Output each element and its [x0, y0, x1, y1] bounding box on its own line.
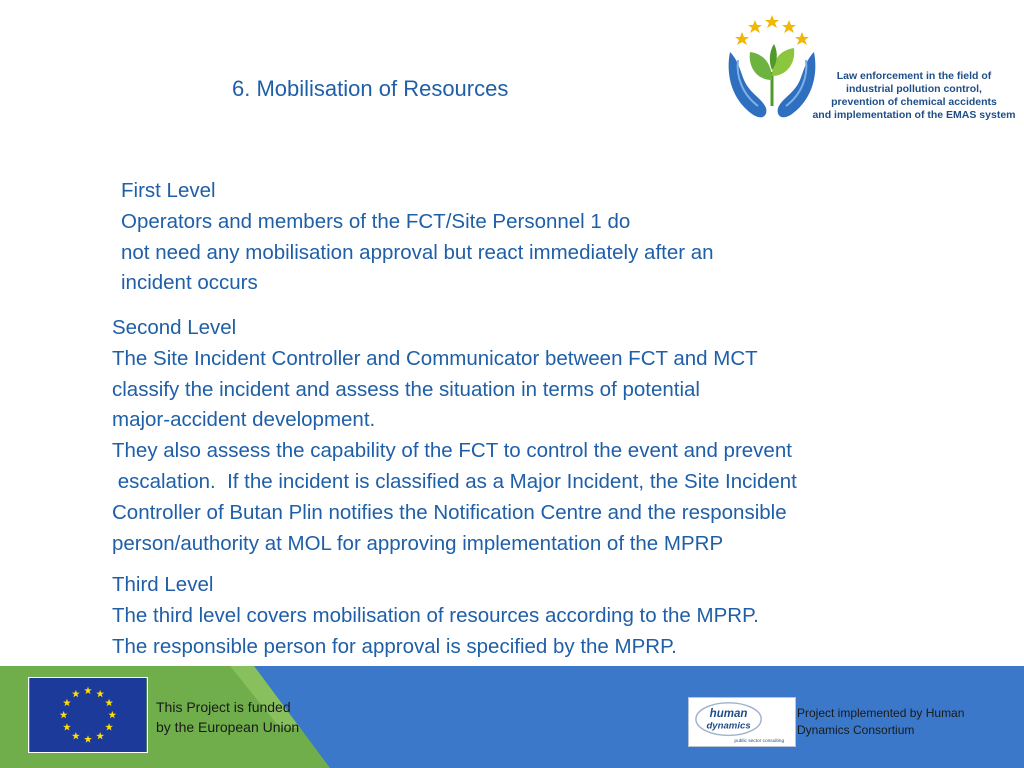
second-level-line: person/authority at MOL for approving implementation of the MPRP [112, 531, 724, 555]
logo-star [748, 20, 762, 33]
second-level-line: classify the incident and assess the situation in terms of potential [112, 377, 700, 401]
project-logo-text-line: Law enforcement in the field of [836, 70, 992, 82]
third-level-line: The third level covers mobilisation of resources according to the MPRP. [112, 603, 759, 627]
project-logo-text-line: prevention of chemical accidents [831, 96, 997, 108]
hd-logo-tagline: public sector consulting [734, 739, 785, 745]
second-level-section [112, 313, 797, 559]
first-level-line: incident occurs [121, 271, 258, 295]
first-level-line: Operators and members of the FCT/Site Personnel 1 do [121, 209, 631, 233]
hd-logo-name-line1: human [709, 708, 748, 721]
second-level-line: Controller of Butan Plin notifies the Notification Centre and the responsible [112, 500, 787, 524]
hd-logo-name-line2: dynamics [706, 720, 751, 732]
second-level-line: The Site Incident Controller and Communicator between FCT and MCT [112, 346, 758, 370]
implementation-note-line: Dynamics Consortium [797, 723, 915, 737]
logo-star [765, 15, 779, 28]
funding-note [156, 697, 299, 737]
second-level-line: They also assess the capability of the FCT to control the event and prevent [112, 439, 792, 463]
third-level-heading: Third Level [112, 573, 214, 596]
first-level-section [121, 176, 714, 299]
hands-holding-plant-icon [729, 15, 816, 117]
implementation-note [797, 705, 964, 739]
second-level-line: escalation. If the incident is classified as a Major Incident, the Site Incident [112, 469, 797, 493]
eu-flag-icon [28, 677, 148, 753]
logo-star [735, 32, 749, 45]
logo-star [795, 32, 809, 45]
third-level-section [112, 570, 759, 662]
first-level-heading: First Level [121, 179, 216, 202]
project-logo-text [808, 70, 1020, 122]
second-level-line: major-accident development. [112, 408, 376, 432]
second-level-heading: Second Level [112, 316, 237, 339]
project-logo-text-line: and implementation of the EMAS system [812, 109, 1016, 121]
first-level-line: not need any mobilisation approval but react immediately after an [121, 240, 714, 264]
human-dynamics-logo [688, 697, 796, 747]
funding-note-line: by the European Union [156, 719, 300, 735]
third-level-line: The responsible person for approval is specified by the MPRP. [112, 634, 677, 658]
logo-star [782, 20, 796, 33]
funding-note-line: This Project is funded [156, 699, 291, 715]
implementation-note-line: Project implemented by Human [797, 706, 965, 720]
project-logo-text-line: industrial pollution control, [846, 83, 982, 95]
slide-title: 6. Mobilisation of Resources [232, 76, 509, 101]
